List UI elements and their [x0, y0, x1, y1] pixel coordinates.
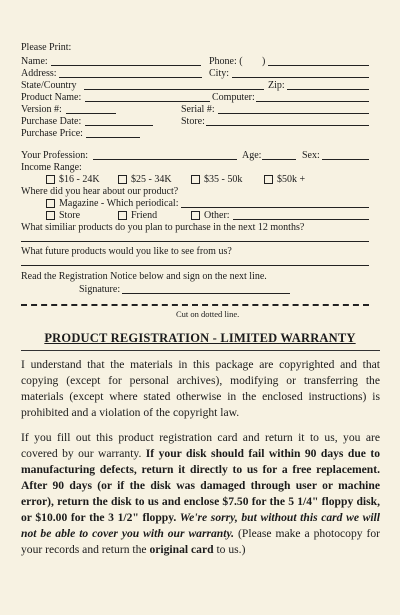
warranty-terms-text: If your disk should fail within 90 days due to manufacturing defects, return it directly to us for a free replacement. After 90 days (or if the disk was damaged through user or machine error), return the disk to us and enclose $7.50 for the 5 1/4" floppy disk, or $10.00 for the 3 1/2" floppy.	[21, 447, 380, 524]
original-card-text: original card	[149, 543, 214, 556]
serial-label: Serial #:	[181, 104, 215, 115]
product-name-field[interactable]	[85, 101, 210, 102]
warranty-notice-text: We're sorry, but without this card we will not be able to cover you with our warranty.	[21, 511, 380, 540]
other-checkbox[interactable]	[191, 211, 200, 220]
magazine-checkbox[interactable]	[46, 199, 55, 208]
magazine-label: Magazine - Which periodical:	[59, 198, 179, 209]
city-field[interactable]	[232, 77, 369, 78]
name-field[interactable]	[51, 65, 201, 66]
cut-label: Cut on dotted line.	[176, 309, 240, 319]
friend-checkbox[interactable]	[118, 211, 127, 220]
state-country-label: State/Country	[21, 80, 77, 91]
address-field[interactable]	[59, 77, 202, 78]
version-label: Version #:	[21, 104, 62, 115]
city-label: City:	[209, 68, 230, 79]
signature-field[interactable]	[122, 293, 290, 294]
title-divider	[21, 350, 380, 351]
hear-about-label: Where did you hear about our product?	[21, 186, 179, 197]
future-purchase-label: What similiar products do you plan to purchase in the next 12 months?	[21, 222, 305, 233]
profession-label: Your Profession:	[21, 150, 89, 161]
age-field[interactable]	[262, 159, 296, 160]
serial-field[interactable]	[218, 113, 369, 114]
computer-label: Computer:	[212, 92, 255, 103]
future-products-field[interactable]	[21, 265, 369, 266]
name-label: Name:	[21, 56, 48, 67]
zip-field[interactable]	[287, 89, 369, 90]
income-16-24k-label: $16 - 24K	[59, 174, 100, 185]
please-print-label: Please Print:	[21, 42, 72, 53]
income-35-50k-label: $35 - 50k	[204, 174, 243, 185]
phone-field[interactable]	[268, 65, 369, 66]
read-notice-label: Read the Registration Notice below and sign on the next line.	[21, 271, 267, 282]
purchase-date-field[interactable]	[85, 125, 153, 126]
store-field[interactable]	[206, 125, 369, 126]
purchase-price-field[interactable]	[86, 137, 140, 138]
magazine-field[interactable]	[181, 207, 369, 208]
purchase-price-label: Purchase Price:	[21, 128, 83, 139]
friend-option-label: Friend	[131, 210, 158, 221]
state-country-field[interactable]	[84, 89, 264, 90]
product-name-label: Product Name:	[21, 92, 82, 103]
income-16-24k-checkbox[interactable]	[46, 175, 55, 184]
future-purchase-field[interactable]	[21, 241, 369, 242]
other-option-label: Other:	[204, 210, 230, 221]
warranty-title: PRODUCT REGISTRATION - LIMITED WARRANTY	[44, 331, 356, 345]
sex-label: Sex:	[302, 150, 320, 161]
photocopy-text: (Please make a photocopy for your records and return the	[21, 527, 381, 556]
version-field[interactable]	[66, 113, 116, 114]
closing-text: to us.)	[213, 543, 246, 556]
profession-field[interactable]	[93, 159, 237, 160]
address-label: Address:	[21, 68, 57, 79]
purchase-date-label: Purchase Date:	[21, 116, 82, 127]
signature-label: Signature:	[79, 284, 121, 295]
warranty-intro-text: If you fill out this product registration card and return it to us, you are covered by our warranty.	[21, 431, 380, 460]
income-range-label: Income Range:	[21, 162, 82, 173]
store-label: Store:	[181, 116, 205, 127]
phone-close-paren: )	[262, 56, 266, 67]
income-50k-plus-checkbox[interactable]	[264, 175, 273, 184]
other-field[interactable]	[233, 219, 369, 220]
store-option-label: Store	[59, 210, 81, 221]
sex-field[interactable]	[322, 159, 369, 160]
income-50k-plus-label: $50k +	[277, 174, 306, 185]
income-35-50k-checkbox[interactable]	[191, 175, 200, 184]
income-25-34k-label: $25 - 34K	[131, 174, 172, 185]
cut-line	[21, 304, 369, 306]
zip-label: Zip:	[268, 80, 285, 91]
age-label: Age:	[242, 150, 262, 161]
computer-field[interactable]	[256, 101, 369, 102]
future-products-label: What future products would you like to see from us?	[21, 246, 232, 257]
store-checkbox[interactable]	[46, 211, 55, 220]
phone-label: Phone: (	[209, 56, 243, 67]
income-25-34k-checkbox[interactable]	[118, 175, 127, 184]
copyright-paragraph: I understand that the materials in this package are copyrighted and that copying (except for personal archives), modifying or transferring the materials (except where stated otherwise in the enclosed instructions) is prohibited and a violation of the copyright law.	[21, 358, 380, 419]
warranty-paragraph	[21, 430, 380, 558]
